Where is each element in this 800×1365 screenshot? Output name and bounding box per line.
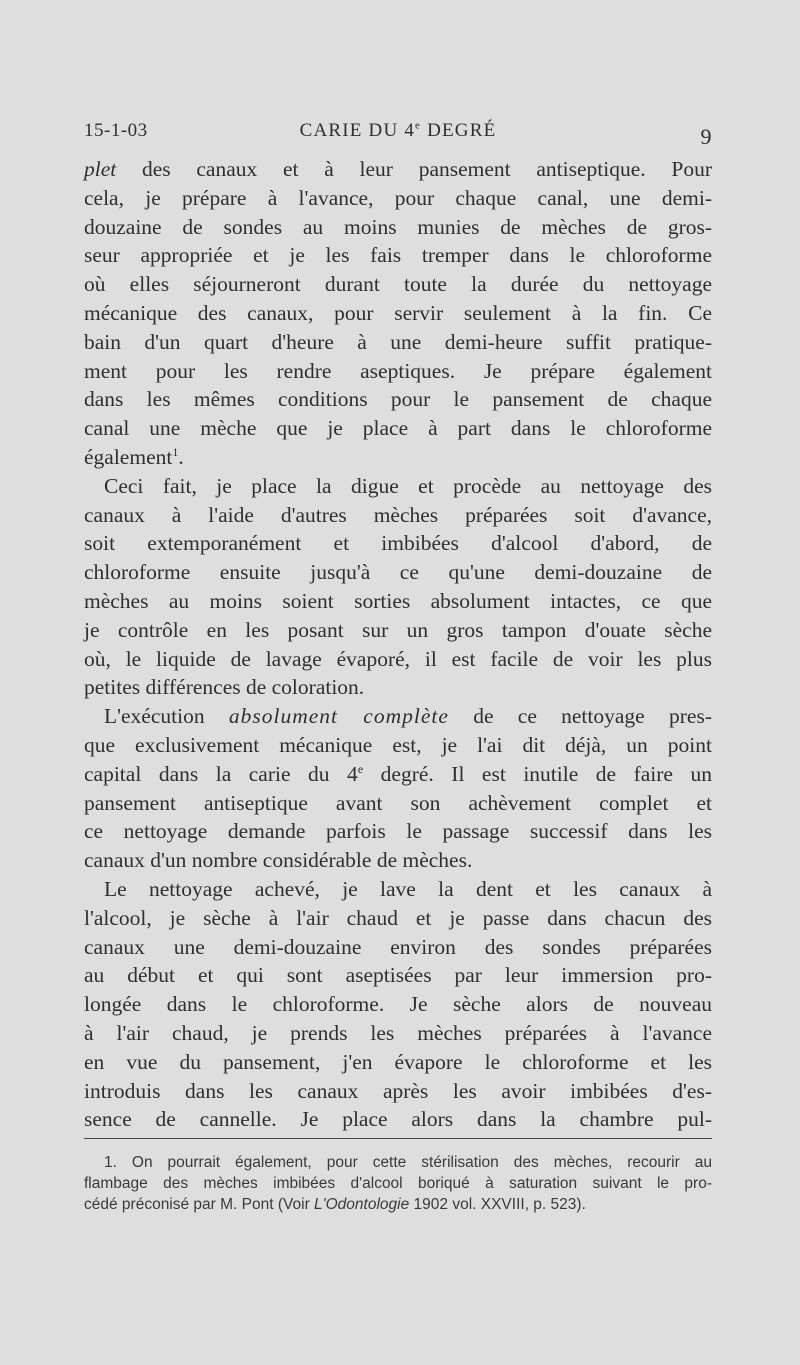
footnote-separator — [84, 1138, 712, 1139]
body-line: au début et qui sont aseptisées par leur immersion pro- — [84, 963, 712, 988]
body-text — [84, 155, 712, 1134]
body-line: je contrôle en les posant sur un gros tampon d'ouate sèche — [84, 617, 712, 642]
body-line: bain d'un quart d'heure à une demi-heure suffit pratique- — [84, 329, 712, 354]
body-line: où elles séjourneront durant toute la durée du nettoyage — [84, 272, 712, 297]
body-line: ment pour les rendre aseptiques. Je prépare également — [84, 358, 712, 383]
body-line: L'exécution absolument complète de ce nettoyage pres- — [104, 704, 712, 729]
body-line: à l'air chaud, je prends les mèches préparées à l'avance — [84, 1020, 712, 1045]
footnote-line: cédé préconisé par M. Pont (Voir L'Odontologie 1902 vol. XXVIII, p. 523). — [84, 1196, 586, 1213]
body-line: douzaine de sondes au moins munies de mèches de gros- — [84, 214, 712, 239]
body-line: l'alcool, je sèche à l'air chaud et je passe dans chacun des — [84, 905, 712, 930]
body-line: canal une mèche que je place à part dans le chloroforme — [84, 416, 712, 441]
body-line: mèches au moins soient sorties absolument intactes, ce que — [84, 588, 712, 613]
body-line: sence de cannelle. Je place alors dans la chambre pul- — [84, 1107, 712, 1132]
body-line: cela, je prépare à l'avance, pour chaque canal, une demi- — [84, 185, 712, 210]
body-line: Ceci fait, je place la digue et procède au nettoyage des — [104, 473, 712, 498]
body-line: dans les mêmes conditions pour le pansement de chaque — [84, 387, 712, 412]
body-line: longée dans le chloroforme. Je sèche alors de nouveau — [84, 992, 712, 1017]
body-line: mécanique des canaux, pour servir seulement à la fin. Ce — [84, 300, 712, 325]
body-line: seur appropriée et je les fais tremper dans le chloroforme — [84, 243, 712, 268]
body-line: Le nettoyage achevé, je lave la dent et les canaux à — [104, 876, 712, 901]
body-line: que exclusivement mécanique est, je l'ai dit déjà, un point — [84, 732, 712, 757]
body-line: où, le liquide de lavage évaporé, il est facile de voir les plus — [84, 646, 712, 671]
header-title: CARIE DU 4e DEGRÉ — [299, 119, 497, 141]
body-line: petites différences de coloration. — [84, 675, 365, 700]
running-header — [84, 118, 712, 152]
body-line: ce nettoyage demande parfois le passage successif dans les — [84, 819, 712, 844]
page-number: 9 — [700, 124, 712, 149]
body-line: canaux une demi-douzaine environ des sondes préparées — [84, 934, 712, 959]
body-line: canaux à l'aide d'autres mèches préparées soit d'avance, — [84, 502, 712, 527]
body-line: plet des canaux et à leur pansement antiseptique. Pour — [84, 157, 712, 181]
body-line: chloroforme ensuite jusqu'à ce qu'une demi-douzaine de — [84, 560, 712, 585]
body-line: également$^1$. — [84, 444, 184, 469]
footnotes — [84, 1152, 712, 1215]
header-date: 15-1-03 — [84, 120, 148, 141]
body-line: introduis dans les canaux après les avoir imbibées d'es- — [84, 1078, 712, 1103]
body-line: pansement antiseptique avant son achèvement complet et — [84, 790, 712, 815]
footnote-line: flambage des mèches imbibées d'alcool boriqué à saturation suivant le pro- — [84, 1175, 712, 1192]
body-line: soit extemporanément et imbibées d'alcool d'abord, de — [84, 531, 712, 556]
body-line: capital dans la carie du 4e degré. Il est inutile de faire un — [84, 761, 712, 786]
footnote-line: 1. On pourrait également, pour cette stérilisation des mèches, recourir au — [104, 1154, 712, 1171]
body-line: canaux d'un nombre considérable de mèches. — [84, 848, 473, 873]
body-line: en vue du pansement, j'en évapore le chloroforme et les — [84, 1049, 712, 1074]
